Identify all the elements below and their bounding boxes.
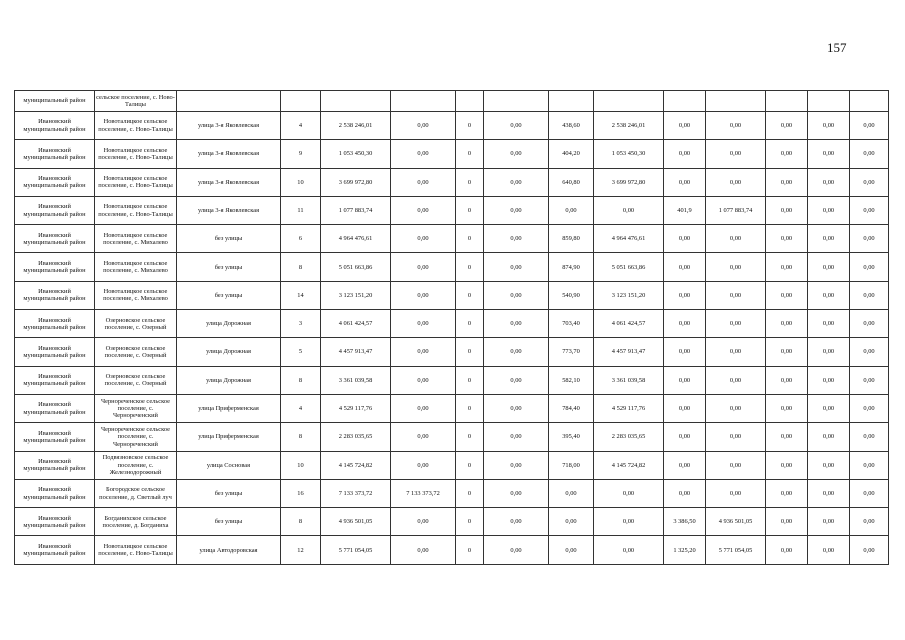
cell-street: улица 3-я Яковлевская [177, 112, 281, 140]
table-row [15, 196, 889, 224]
cell-value-6: 0,00 [664, 338, 706, 366]
cell-house: 6 [281, 225, 321, 253]
cell-value-2: 0 [456, 253, 484, 281]
cell-value-9: 0,00 [808, 508, 850, 536]
cell-value-3: 0,00 [484, 366, 549, 394]
cell-value-10: 0,00 [850, 451, 889, 479]
cell-empty [850, 91, 889, 112]
cell-street: улица Сосновая [177, 451, 281, 479]
cell-value-10: 0,00 [850, 338, 889, 366]
cell-value-3: 0,00 [484, 451, 549, 479]
cell-value-4: 0,00 [549, 508, 594, 536]
cell-value-1: 0,00 [391, 140, 456, 168]
cell-value-7: 0,00 [706, 225, 766, 253]
cell-value-8: 0,00 [766, 366, 808, 394]
cell-total: 4 457 913,47 [321, 338, 391, 366]
cell-value-4: 395,40 [549, 423, 594, 451]
table-row [15, 451, 889, 479]
cell-value-9: 0,00 [808, 112, 850, 140]
cell-value-4: 0,00 [549, 196, 594, 224]
table-row-continued [15, 91, 889, 112]
cell-value-6: 0,00 [664, 168, 706, 196]
cell-value-5: 2 538 246,01 [594, 112, 664, 140]
cell-value-8: 0,00 [766, 168, 808, 196]
cell-empty [766, 91, 808, 112]
cell-value-2: 0 [456, 394, 484, 422]
cell-value-9: 0,00 [808, 281, 850, 309]
cell-district: Ивановский муниципальный район [15, 281, 95, 309]
cell-settlement: Новоталицкое сельское поселение, с. Ново-Талицы [95, 112, 177, 140]
cell-value-9: 0,00 [808, 140, 850, 168]
cell-value-1: 0,00 [391, 225, 456, 253]
cell-value-1: 0,00 [391, 508, 456, 536]
cell-value-7: 4 936 501,05 [706, 508, 766, 536]
cell-value-8: 0,00 [766, 281, 808, 309]
cell-district: Ивановский муниципальный район [15, 168, 95, 196]
cell-value-6: 0,00 [664, 451, 706, 479]
cell-value-1: 0,00 [391, 281, 456, 309]
cell-total: 5 771 054,05 [321, 536, 391, 564]
cell-value-5: 0,00 [594, 508, 664, 536]
cell-total: 3 361 039,58 [321, 366, 391, 394]
cell-street: без улицы [177, 225, 281, 253]
cell-value-1: 0,00 [391, 168, 456, 196]
table-row [15, 140, 889, 168]
cell-value-4: 784,40 [549, 394, 594, 422]
cell-value-1: 0,00 [391, 451, 456, 479]
cell-street: улица 3-я Яковлевская [177, 168, 281, 196]
table-row [15, 536, 889, 564]
cell-total: 3 699 972,80 [321, 168, 391, 196]
cell-street: улица 3-я Яковлевская [177, 140, 281, 168]
cell-value-8: 0,00 [766, 196, 808, 224]
cell-empty [281, 91, 321, 112]
cell-total: 1 053 450,30 [321, 140, 391, 168]
cell-value-8: 0,00 [766, 394, 808, 422]
cell-value-1: 0,00 [391, 394, 456, 422]
table-row [15, 253, 889, 281]
cell-value-6: 1 325,20 [664, 536, 706, 564]
cell-district: Ивановский муниципальный район [15, 196, 95, 224]
cell-total: 5 051 663,86 [321, 253, 391, 281]
cell-value-6: 0,00 [664, 394, 706, 422]
cell-value-4: 582,10 [549, 366, 594, 394]
cell-value-2: 0 [456, 196, 484, 224]
cell-value-7: 0,00 [706, 281, 766, 309]
cell-street: улица Автодоровская [177, 536, 281, 564]
cell-value-7: 0,00 [706, 366, 766, 394]
cell-value-7: 0,00 [706, 451, 766, 479]
cell-value-9: 0,00 [808, 479, 850, 507]
cell-value-7: 0,00 [706, 479, 766, 507]
table-row [15, 168, 889, 196]
cell-settlement: Озерновское сельское поселение, с. Озерный [95, 310, 177, 338]
cell-house: 4 [281, 394, 321, 422]
cell-value-10: 0,00 [850, 281, 889, 309]
cell-empty [664, 91, 706, 112]
cell-street: улица Приферменская [177, 394, 281, 422]
cell-value-6: 401,9 [664, 196, 706, 224]
cell-value-3: 0,00 [484, 508, 549, 536]
cell-value-5: 5 051 663,86 [594, 253, 664, 281]
cell-total: 2 283 035,65 [321, 423, 391, 451]
cell-value-10: 0,00 [850, 196, 889, 224]
cell-empty [808, 91, 850, 112]
cell-total: 4 936 501,05 [321, 508, 391, 536]
cell-value-6: 0,00 [664, 366, 706, 394]
cell-value-6: 0,00 [664, 423, 706, 451]
cell-value-10: 0,00 [850, 225, 889, 253]
table-row [15, 310, 889, 338]
cell-district: Ивановский муниципальный район [15, 423, 95, 451]
cell-empty [549, 91, 594, 112]
cell-empty [321, 91, 391, 112]
cell-value-8: 0,00 [766, 140, 808, 168]
cell-value-5: 3 361 039,58 [594, 366, 664, 394]
table-row [15, 338, 889, 366]
cell-value-4: 703,40 [549, 310, 594, 338]
cell-street: без улицы [177, 281, 281, 309]
cell-value-3: 0,00 [484, 168, 549, 196]
cell-value-6: 0,00 [664, 112, 706, 140]
cell-value-2: 0 [456, 451, 484, 479]
cell-settlement: Чернореченское сельское поселение, с. Чернореченский [95, 423, 177, 451]
cell-value-10: 0,00 [850, 536, 889, 564]
cell-settlement: Озерновское сельское поселение, с. Озерный [95, 338, 177, 366]
cell-value-9: 0,00 [808, 253, 850, 281]
cell-house: 9 [281, 140, 321, 168]
table-row [15, 112, 889, 140]
cell-district: Ивановский муниципальный район [15, 112, 95, 140]
cell-district: Ивановский муниципальный район [15, 451, 95, 479]
cell-value-6: 0,00 [664, 225, 706, 253]
data-table [14, 90, 889, 565]
cell-settlement: Богданихское сельское поселение, д. Богданиха [95, 508, 177, 536]
cell-value-1: 0,00 [391, 253, 456, 281]
cell-value-1: 0,00 [391, 338, 456, 366]
cell-value-10: 0,00 [850, 366, 889, 394]
cell-value-3: 0,00 [484, 196, 549, 224]
cell-district: Ивановский муниципальный район [15, 310, 95, 338]
cell-empty [177, 91, 281, 112]
cell-value-5: 4 061 424,57 [594, 310, 664, 338]
cell-value-8: 0,00 [766, 338, 808, 366]
cell-value-2: 0 [456, 366, 484, 394]
cell-value-4: 540,90 [549, 281, 594, 309]
cell-value-5: 0,00 [594, 536, 664, 564]
cell-value-10: 0,00 [850, 423, 889, 451]
cell-value-2: 0 [456, 225, 484, 253]
cell-value-4: 404,20 [549, 140, 594, 168]
cell-house: 11 [281, 196, 321, 224]
cell-value-8: 0,00 [766, 253, 808, 281]
cell-empty [594, 91, 664, 112]
cell-house: 8 [281, 253, 321, 281]
cell-value-9: 0,00 [808, 196, 850, 224]
cell-value-9: 0,00 [808, 366, 850, 394]
cell-value-1: 0,00 [391, 112, 456, 140]
cell-value-2: 0 [456, 338, 484, 366]
cell-value-10: 0,00 [850, 310, 889, 338]
cell-value-4: 874,90 [549, 253, 594, 281]
cell-value-6: 0,00 [664, 281, 706, 309]
cell-value-5: 4 964 476,61 [594, 225, 664, 253]
table-row [15, 366, 889, 394]
cell-value-9: 0,00 [808, 338, 850, 366]
cell-district: Ивановский муниципальный район [15, 508, 95, 536]
cell-total: 1 077 883,74 [321, 196, 391, 224]
cell-value-3: 0,00 [484, 423, 549, 451]
cell-value-1: 7 133 373,72 [391, 479, 456, 507]
cell-value-10: 0,00 [850, 508, 889, 536]
cell-value-5: 2 283 035,65 [594, 423, 664, 451]
cell-value-8: 0,00 [766, 479, 808, 507]
cell-district: Ивановский муниципальный район [15, 394, 95, 422]
cell-house: 8 [281, 366, 321, 394]
cell-value-7: 0,00 [706, 338, 766, 366]
cell-street: улица Дорожная [177, 338, 281, 366]
cell-value-3: 0,00 [484, 112, 549, 140]
cell-house: 3 [281, 310, 321, 338]
cell-value-6: 0,00 [664, 140, 706, 168]
cell-value-2: 0 [456, 423, 484, 451]
cell-value-5: 4 457 913,47 [594, 338, 664, 366]
cell-value-2: 0 [456, 281, 484, 309]
cell-total: 4 964 476,61 [321, 225, 391, 253]
cell-value-2: 0 [456, 536, 484, 564]
cell-district: муниципальный район [15, 91, 95, 112]
cell-empty [391, 91, 456, 112]
cell-value-3: 0,00 [484, 536, 549, 564]
cell-value-5: 4 529 117,76 [594, 394, 664, 422]
cell-value-10: 0,00 [850, 253, 889, 281]
cell-value-7: 0,00 [706, 140, 766, 168]
cell-house: 10 [281, 451, 321, 479]
cell-value-10: 0,00 [850, 140, 889, 168]
page-number: 157 [827, 40, 847, 55]
cell-value-2: 0 [456, 140, 484, 168]
cell-value-7: 1 077 883,74 [706, 196, 766, 224]
cell-value-9: 0,00 [808, 394, 850, 422]
cell-settlement: Чернореченское сельское поселение, с. Чернореченский [95, 394, 177, 422]
cell-settlement: Новоталицкое сельское поселение, с. Ново-Талицы [95, 196, 177, 224]
cell-street: улица Приферменская [177, 423, 281, 451]
cell-value-4: 718,00 [549, 451, 594, 479]
cell-value-9: 0,00 [808, 168, 850, 196]
cell-value-1: 0,00 [391, 366, 456, 394]
cell-value-10: 0,00 [850, 168, 889, 196]
cell-district: Ивановский муниципальный район [15, 140, 95, 168]
cell-value-3: 0,00 [484, 338, 549, 366]
cell-total: 4 145 724,82 [321, 451, 391, 479]
cell-house: 8 [281, 508, 321, 536]
cell-value-4: 0,00 [549, 479, 594, 507]
cell-value-5: 1 053 450,30 [594, 140, 664, 168]
cell-value-5: 3 123 151,20 [594, 281, 664, 309]
table-row [15, 281, 889, 309]
cell-district: Ивановский муниципальный район [15, 366, 95, 394]
cell-value-7: 0,00 [706, 253, 766, 281]
cell-settlement: Новоталицкое сельское поселение, с. Михалево [95, 225, 177, 253]
table-row [15, 225, 889, 253]
table-row [15, 423, 889, 451]
cell-value-4: 773,70 [549, 338, 594, 366]
cell-value-10: 0,00 [850, 394, 889, 422]
cell-total: 2 538 246,01 [321, 112, 391, 140]
cell-value-8: 0,00 [766, 112, 808, 140]
cell-value-6: 3 386,50 [664, 508, 706, 536]
cell-value-7: 0,00 [706, 112, 766, 140]
cell-value-8: 0,00 [766, 451, 808, 479]
cell-value-8: 0,00 [766, 310, 808, 338]
cell-value-5: 0,00 [594, 479, 664, 507]
cell-value-3: 0,00 [484, 253, 549, 281]
cell-district: Ивановский муниципальный район [15, 479, 95, 507]
cell-settlement: Новоталицкое сельское поселение, с. Ново-Талицы [95, 536, 177, 564]
cell-value-3: 0,00 [484, 140, 549, 168]
cell-settlement: Новоталицкое сельское поселение, с. Михалево [95, 281, 177, 309]
cell-district: Ивановский муниципальный район [15, 338, 95, 366]
cell-value-9: 0,00 [808, 423, 850, 451]
cell-district: Ивановский муниципальный район [15, 253, 95, 281]
cell-value-1: 0,00 [391, 423, 456, 451]
cell-value-9: 0,00 [808, 310, 850, 338]
cell-value-8: 0,00 [766, 423, 808, 451]
cell-house: 8 [281, 423, 321, 451]
cell-empty [706, 91, 766, 112]
cell-value-4: 0,00 [549, 536, 594, 564]
cell-street: без улицы [177, 508, 281, 536]
cell-settlement: Новоталицкое сельское поселение, с. Ново-Талицы [95, 140, 177, 168]
cell-district: Ивановский муниципальный район [15, 225, 95, 253]
cell-empty [484, 91, 549, 112]
cell-house: 16 [281, 479, 321, 507]
cell-street: без улицы [177, 253, 281, 281]
cell-value-1: 0,00 [391, 196, 456, 224]
cell-total: 4 529 117,76 [321, 394, 391, 422]
cell-value-3: 0,00 [484, 281, 549, 309]
cell-value-7: 0,00 [706, 394, 766, 422]
cell-value-9: 0,00 [808, 225, 850, 253]
cell-value-4: 438,60 [549, 112, 594, 140]
table-row [15, 394, 889, 422]
cell-total: 7 133 373,72 [321, 479, 391, 507]
cell-value-1: 0,00 [391, 310, 456, 338]
cell-value-4: 859,80 [549, 225, 594, 253]
cell-value-2: 0 [456, 479, 484, 507]
cell-value-5: 3 699 972,80 [594, 168, 664, 196]
cell-value-10: 0,00 [850, 479, 889, 507]
cell-value-2: 0 [456, 112, 484, 140]
cell-value-6: 0,00 [664, 479, 706, 507]
cell-settlement: Новоталицкое сельское поселение, с. Михалево [95, 253, 177, 281]
cell-value-4: 640,80 [549, 168, 594, 196]
cell-settlement: Новоталицкое сельское поселение, с. Ново-Талицы [95, 168, 177, 196]
cell-value-6: 0,00 [664, 310, 706, 338]
cell-value-3: 0,00 [484, 479, 549, 507]
cell-street: улица Дорожная [177, 366, 281, 394]
cell-house: 12 [281, 536, 321, 564]
cell-value-2: 0 [456, 168, 484, 196]
cell-value-3: 0,00 [484, 394, 549, 422]
cell-value-8: 0,00 [766, 225, 808, 253]
cell-value-5: 0,00 [594, 196, 664, 224]
cell-value-10: 0,00 [850, 112, 889, 140]
cell-value-2: 0 [456, 310, 484, 338]
cell-settlement: сельское поселение, с. Ново-Талицы [95, 91, 177, 112]
cell-house: 10 [281, 168, 321, 196]
cell-value-3: 0,00 [484, 225, 549, 253]
cell-value-7: 5 771 054,05 [706, 536, 766, 564]
cell-house: 4 [281, 112, 321, 140]
cell-street: улица Дорожная [177, 310, 281, 338]
cell-street: улица 3-я Яковлевская [177, 196, 281, 224]
cell-value-7: 0,00 [706, 310, 766, 338]
cell-district: Ивановский муниципальный район [15, 536, 95, 564]
cell-value-3: 0,00 [484, 310, 549, 338]
cell-value-2: 0 [456, 508, 484, 536]
cell-value-7: 0,00 [706, 168, 766, 196]
table-row [15, 508, 889, 536]
cell-value-6: 0,00 [664, 253, 706, 281]
cell-street: без улицы [177, 479, 281, 507]
cell-value-5: 4 145 724,82 [594, 451, 664, 479]
cell-value-8: 0,00 [766, 536, 808, 564]
cell-value-8: 0,00 [766, 508, 808, 536]
cell-value-9: 0,00 [808, 451, 850, 479]
cell-total: 4 061 424,57 [321, 310, 391, 338]
cell-value-9: 0,00 [808, 536, 850, 564]
cell-value-1: 0,00 [391, 536, 456, 564]
table-row [15, 479, 889, 507]
cell-value-7: 0,00 [706, 423, 766, 451]
cell-house: 14 [281, 281, 321, 309]
cell-house: 5 [281, 338, 321, 366]
cell-settlement: Богородское сельское поселение, д. Светлый луч [95, 479, 177, 507]
cell-empty [456, 91, 484, 112]
cell-total: 3 123 151,20 [321, 281, 391, 309]
cell-settlement: Озерновское сельское поселение, с. Озерный [95, 366, 177, 394]
cell-settlement: Подвязновское сельское поселение, с. Железнодорожный [95, 451, 177, 479]
